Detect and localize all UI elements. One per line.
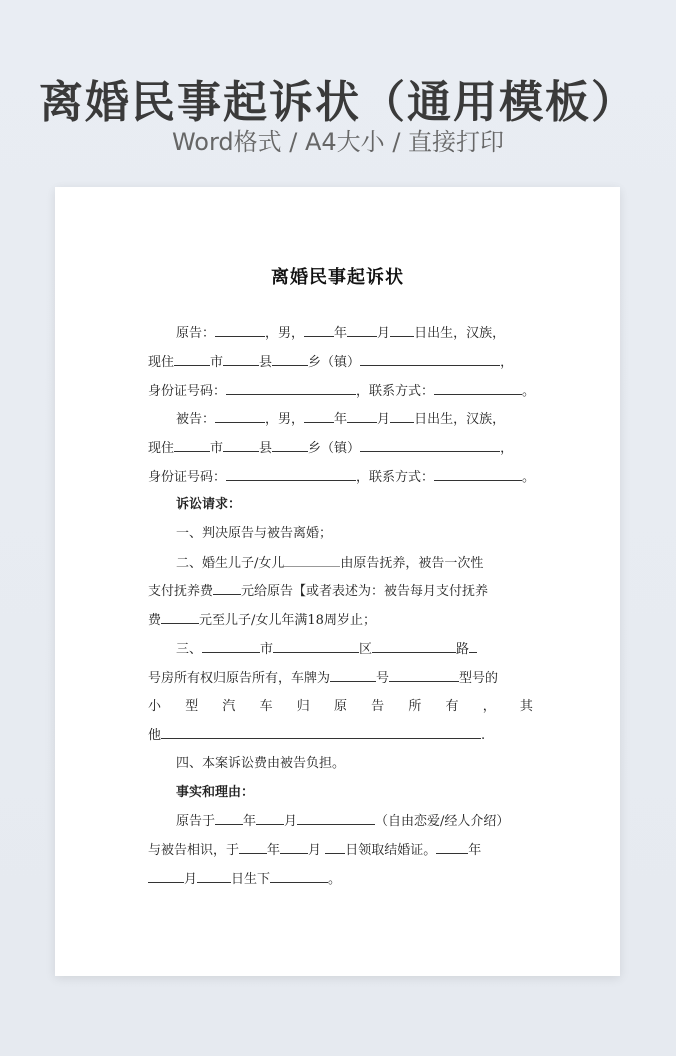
blank-field bbox=[215, 811, 243, 825]
blank-field bbox=[256, 811, 284, 825]
blank-field bbox=[215, 409, 265, 423]
document-title: 离婚民事起诉状 bbox=[271, 267, 404, 288]
blank-field bbox=[436, 840, 468, 854]
facts-line-3: 月 日生下 。 bbox=[148, 869, 533, 890]
blank-field bbox=[272, 438, 308, 452]
claim-4: 四、本案诉讼费由被告负担。 bbox=[176, 756, 346, 771]
document-page bbox=[55, 187, 620, 976]
blank-field bbox=[434, 467, 522, 481]
blank-field bbox=[174, 438, 210, 452]
blank-field bbox=[197, 869, 231, 883]
blank-field bbox=[202, 639, 260, 653]
claim-2-line-2: 支付抚养费 元给原告【或者表述为：被告每月支付抚养 bbox=[148, 581, 533, 602]
facts-line-1: 原告于 年 月 （自由恋爱/经人介绍） bbox=[176, 811, 561, 832]
claim-2-line-1: 二、婚生儿子/女儿 由原告抚养，被告一次性 bbox=[176, 553, 561, 574]
blank-field bbox=[174, 352, 210, 366]
blank-field bbox=[148, 869, 184, 883]
blank-field bbox=[223, 352, 259, 366]
blank-field bbox=[223, 438, 259, 452]
blank-field bbox=[273, 639, 359, 653]
claim-3-line-1: 三、 市 区 路 bbox=[176, 639, 561, 660]
claims-heading: 诉讼请求： bbox=[176, 497, 242, 512]
facts-heading: 事实和理由： bbox=[176, 785, 255, 800]
plaintiff-line-3: 身份证号码： ，联系方式： 。 bbox=[148, 381, 533, 402]
plaintiff-line-1: 原告： ，男， 年 月 日出生，汉族， bbox=[176, 323, 561, 344]
blank-field bbox=[226, 381, 356, 395]
claim-1: 一、判决原告与被告离婚； bbox=[176, 526, 333, 541]
plaintiff-line-2: 现住 市 县 乡（镇） ， bbox=[148, 352, 533, 373]
blank-field bbox=[226, 467, 356, 481]
facts-line-2: 与被告相识，于 年 月 日领取结婚证。 年 bbox=[148, 840, 533, 861]
blank-field bbox=[347, 323, 377, 337]
blank-field bbox=[469, 639, 477, 653]
blank-field bbox=[239, 840, 267, 854]
blank-field bbox=[215, 323, 265, 337]
blank-field bbox=[284, 553, 340, 567]
claim-3-line-3: 小 型 汽 车 归 原 告 所 有 ， 其 bbox=[148, 699, 533, 714]
page-title: 离婚民事起诉状（通用模板） bbox=[39, 77, 637, 128]
defendant-line-2: 现住 市 县 乡（镇） ， bbox=[148, 438, 533, 459]
blank-field bbox=[360, 352, 500, 366]
blank-field bbox=[389, 668, 459, 682]
blank-field bbox=[270, 869, 328, 883]
blank-field bbox=[161, 725, 481, 739]
blank-field bbox=[161, 610, 199, 624]
blank-field bbox=[330, 668, 376, 682]
blank-field bbox=[280, 840, 308, 854]
blank-field bbox=[304, 409, 334, 423]
defendant-line-3: 身份证号码： ，联系方式： 。 bbox=[148, 467, 533, 488]
claim-3-line-2: 号房所有权归原告所有，车牌为 号 型号的 bbox=[148, 668, 533, 689]
blank-field bbox=[390, 409, 414, 423]
blank-field bbox=[325, 840, 345, 854]
blank-field bbox=[434, 381, 522, 395]
blank-field bbox=[297, 811, 375, 825]
blank-field bbox=[272, 352, 308, 366]
blank-field bbox=[304, 323, 334, 337]
blank-field bbox=[390, 323, 414, 337]
blank-field bbox=[347, 409, 377, 423]
claim-2-line-3: 费 元至儿子/女儿年满18周岁止； bbox=[148, 610, 533, 631]
blank-field bbox=[372, 639, 456, 653]
defendant-line-1: 被告： ，男， 年 月 日出生，汉族， bbox=[176, 409, 561, 430]
blank-field bbox=[360, 438, 500, 452]
page-subtitle: Word格式 / A4大小 / 直接打印 bbox=[171, 128, 505, 156]
claim-3-line-4: 他 . bbox=[148, 725, 533, 746]
blank-field bbox=[213, 581, 241, 595]
